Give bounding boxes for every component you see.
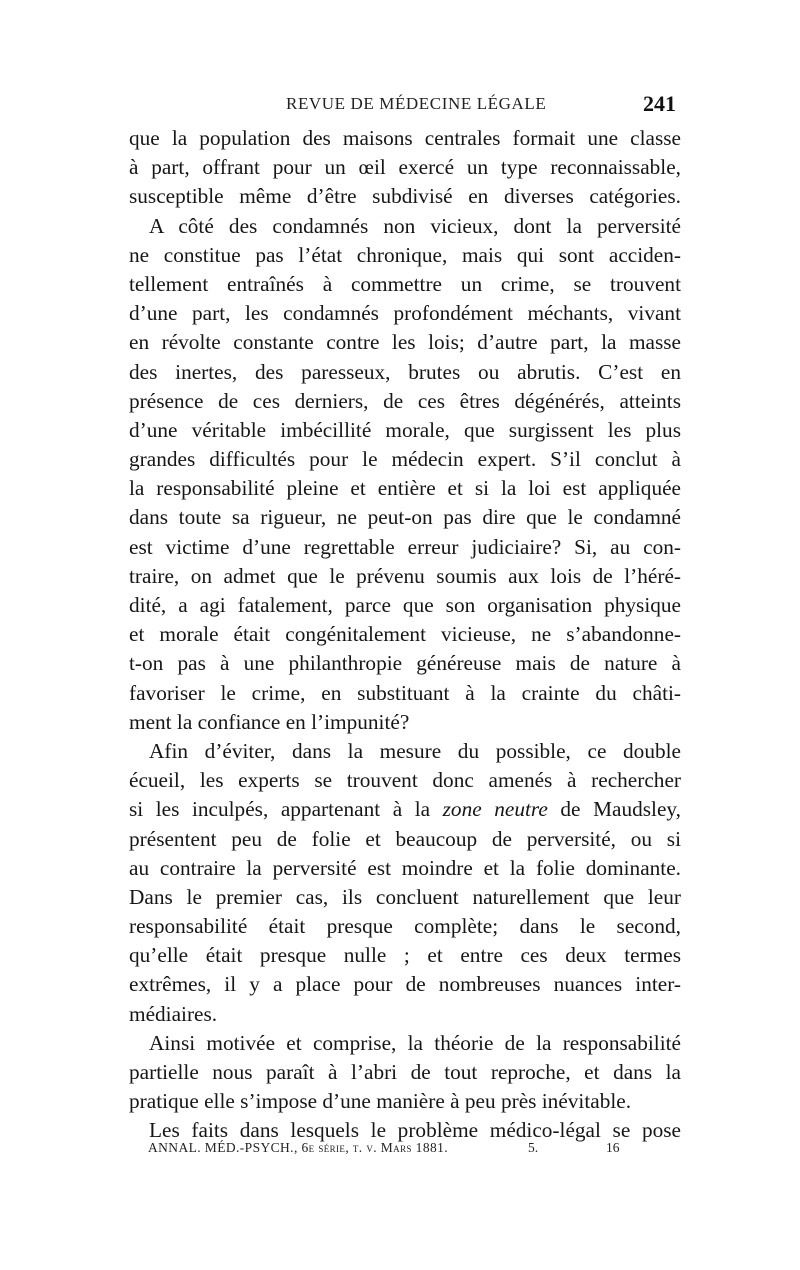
sheet-number: 16: [606, 1140, 620, 1155]
text-line: responsabilité était presque complète; dans le second,: [129, 914, 681, 939]
text-line: présence de ces derniers, de ces êtres dégénérés, atteints: [129, 388, 681, 413]
body-text: [129, 124, 681, 1146]
text-line: extrêmes, il y a place pour de nombreuses nuances inter-: [129, 972, 681, 997]
text-line: que la population des maisons centrales formait une classe: [129, 126, 681, 150]
text-line: dans toute sa rigueur, ne peut-on pas dire que le condamné: [129, 505, 681, 530]
text-line: dité, a agi fatalement, parce que son organisation physique: [129, 593, 681, 617]
text-line: présentent peu de folie et beaucoup de perversité, ou si: [129, 826, 681, 851]
text-line: d’une véritable imbécillité morale, que surgissent les plus: [129, 417, 681, 442]
text-line: susceptible même d’être subdivisé en diverses catégories.: [129, 184, 681, 209]
text-line: t-on pas à une philanthropie généreuse mais de nature à: [129, 651, 681, 676]
text-line: traire, on admet que le prévenu soumis aux lois de l’héré-: [129, 563, 681, 588]
text-line: d’une part, les condamnés profondément méchants, vivant: [129, 301, 681, 326]
text-line: et morale était congénitalement vicieuse, ne s’abandonne-: [129, 622, 681, 647]
signature-mark: 5.: [528, 1140, 539, 1155]
text-line: favoriser le crime, en substituant à la crainte du châti-: [129, 680, 681, 705]
text-line: des inertes, des paresseux, brutes ou abrutis. C’est en: [129, 359, 681, 384]
page-footer: [148, 1140, 628, 1156]
text-line: tellement entraînés à commettre un crime, se trouvent: [129, 271, 681, 296]
text-line: est victime d’une regrettable erreur judiciaire? Si, au con-: [129, 534, 681, 559]
italic-term: zone neutre: [442, 797, 548, 822]
paragraph-end-line: médiaires.: [129, 1001, 218, 1026]
text-line: Dans le premier cas, ils concluent naturellement que leur: [129, 884, 681, 909]
text-line: grandes difficultés pour le médecin expert. S’il conclut à: [129, 447, 681, 472]
paragraph-start-line: A côté des condamnés non vicieux, dont la perversité: [149, 213, 681, 238]
text-line: qu’elle était presque nulle ; et entre ces deux termes: [129, 943, 681, 968]
page-number: 241: [643, 91, 676, 116]
text-line: écueil, les experts se trouvent donc amenés à rechercher: [129, 768, 681, 793]
running-title: REVUE DE MÉDECINE LÉGALE: [286, 94, 547, 113]
text-line: partielle nous paraît à l’abri de tout reproche, et dans la: [129, 1060, 681, 1084]
journal-citation: ANNAL. MÉD.-PSYCH., 6e série, t. v. Mars 1881.: [148, 1140, 449, 1155]
text-line: en révolte constante contre les lois; d’autre part, la masse: [129, 330, 681, 355]
paragraph-start-line: Ainsi motivée et comprise, la théorie de la responsabilité: [149, 1030, 681, 1055]
page-header: [130, 91, 678, 122]
text-line: la responsabilité pleine et entière et si la loi est appliquée: [129, 476, 681, 501]
paragraph-start-line: Les faits dans lesquels le problème médico-légal se pose: [149, 1118, 681, 1143]
text-line: ne constitue pas l’état chronique, mais qui sont acciden-: [129, 242, 681, 267]
paragraph-end-line: pratique elle s’impose d’une manière à peu près inévitable.: [129, 1089, 632, 1114]
text-line: au contraire la perversité est moindre et la folie dominante.: [129, 855, 681, 880]
paragraph-start-line: Afin d’éviter, dans la mesure du possible, ce double: [149, 738, 681, 763]
paragraph-end-line: ment la confiance en l’impunité?: [129, 709, 410, 734]
text-line: si les inculpés, appartenant à la zone neutre de Maudsley,: [129, 797, 681, 822]
text-line: à part, offrant pour un œil exercé un type reconnaissable,: [129, 155, 681, 180]
